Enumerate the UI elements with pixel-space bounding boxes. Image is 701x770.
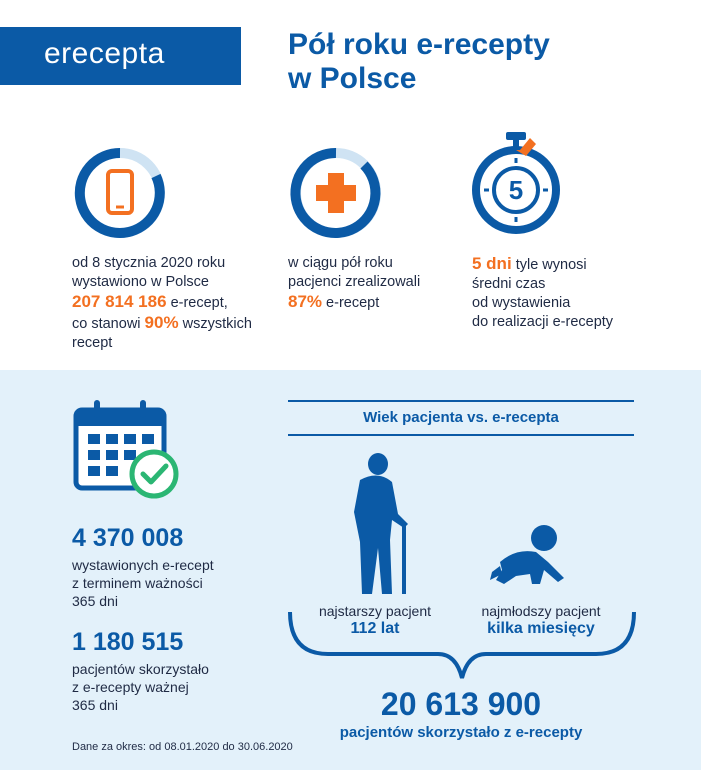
oldest-value: 112 lat xyxy=(350,620,400,637)
stat-avg-line2: średni czas xyxy=(472,276,546,292)
validity-line1: wystawionych e-recept xyxy=(72,557,214,573)
share-suffix: wszystkich xyxy=(178,316,252,332)
stat-avg-line3: od wystawienia xyxy=(472,295,571,311)
stat-avg-line4: do realizacji e-recepty xyxy=(472,314,614,330)
stat-issued-line3 xyxy=(72,292,272,313)
stopwatch-icon xyxy=(468,128,568,240)
title-line-1: Pół roku e-recepty xyxy=(288,28,550,61)
issued-number-suffix: e-recept, xyxy=(166,295,228,311)
stat-avg-time xyxy=(472,254,672,332)
issued-number: 207 814 186 xyxy=(72,292,167,311)
youngest-value: kilka miesięcy xyxy=(487,620,595,637)
stat-realized xyxy=(288,254,458,313)
validity-line2: z terminem ważności xyxy=(72,575,203,591)
realized-percent: 87% xyxy=(288,292,323,311)
patients-valid-line2: z e-recepty ważnej xyxy=(72,679,189,695)
validity-text xyxy=(72,556,214,610)
footnote: Dane za okres: od 08.01.2020 do 30.06.2020 xyxy=(72,741,293,753)
smartphone-ring-icon xyxy=(72,145,168,241)
stat-realized-line2: pacjenci zrealizowali xyxy=(288,274,421,290)
page-title xyxy=(288,28,688,96)
stat-issued-line1: od 8 stycznia 2020 roku xyxy=(72,255,226,271)
total-patients-number: 20 613 900 xyxy=(380,686,542,722)
issued-percent: 90% xyxy=(144,313,179,332)
patients-valid-line3: 365 dni xyxy=(72,697,118,713)
title-line-2: w Polsce xyxy=(288,62,417,95)
curly-brace xyxy=(288,612,636,686)
stopwatch-number: 5 xyxy=(508,175,524,205)
oldest-label: najstarszy pacjent xyxy=(318,603,432,619)
stat-issued xyxy=(72,254,272,353)
stat-issued-line5: recept xyxy=(72,335,113,351)
plus-ring-icon xyxy=(288,145,384,241)
erecepta-logo: erecepta xyxy=(44,37,165,70)
avg-days: 5 dni xyxy=(472,254,512,273)
stat-issued-line2: wystawiono w Polsce xyxy=(72,274,209,290)
realized-suffix: e-recept xyxy=(322,295,380,311)
crawling-baby-icon xyxy=(486,522,572,592)
youngest-label: najmłodszy pacjent xyxy=(481,603,601,619)
stat-issued-line4 xyxy=(72,313,272,334)
patients-valid-text xyxy=(72,660,209,714)
avg-days-suffix: tyle wynosi xyxy=(511,257,587,273)
share-prefix: co stanowi xyxy=(72,316,145,332)
plus-cross-icon xyxy=(316,173,356,213)
total-patients-label: pacjentów skorzystało z e-recepty xyxy=(339,724,583,741)
patients-valid-line1: pacjentów skorzystało xyxy=(72,661,209,677)
age-section-title: Wiek pacjenta vs. e-recepta xyxy=(288,400,634,436)
patients-valid-number: 1 180 515 xyxy=(72,628,184,656)
elderly-person-icon xyxy=(336,452,416,598)
stat-avg-line1 xyxy=(472,254,672,275)
validity-number: 4 370 008 xyxy=(72,524,184,552)
stat-realized-line3 xyxy=(288,292,458,313)
validity-line3: 365 dni xyxy=(72,593,118,609)
stat-realized-line1: w ciągu pół roku xyxy=(288,255,393,271)
calendar-check-icon xyxy=(72,398,184,502)
